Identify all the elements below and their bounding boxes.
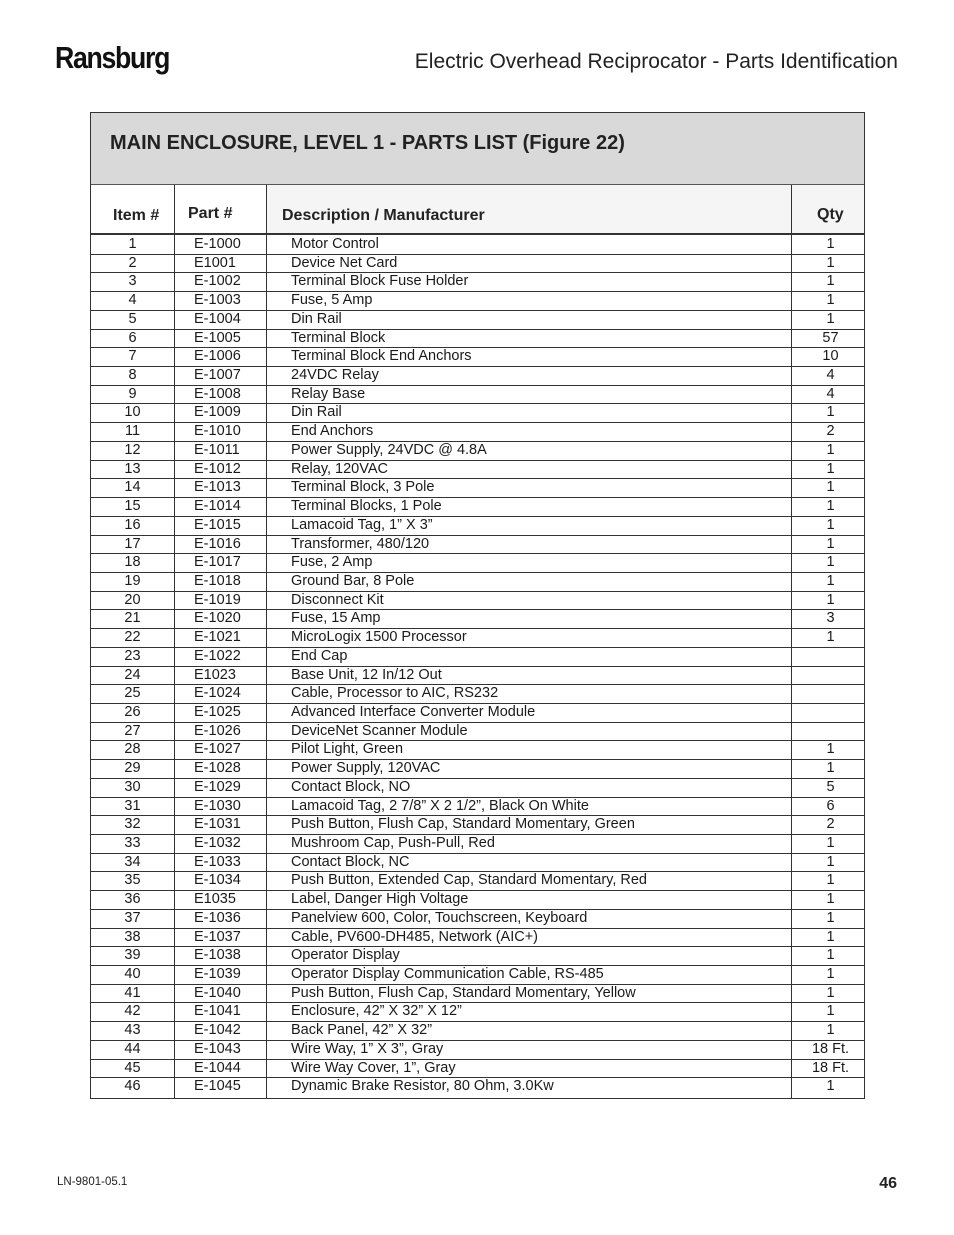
qty-cell: 1 xyxy=(826,479,835,496)
table-row xyxy=(91,255,864,274)
part-number-cell: E-1027 xyxy=(194,741,241,758)
description-cell: Operator Display Communication Cable, RS-485 xyxy=(291,966,604,983)
item-number-cell: 2 xyxy=(128,254,137,271)
table-row xyxy=(91,648,864,667)
item-number-cell: 13 xyxy=(124,460,141,477)
table-row xyxy=(91,929,864,948)
part-number-cell: E-1026 xyxy=(194,722,241,739)
table-row xyxy=(91,479,864,498)
table-row xyxy=(91,1041,864,1060)
item-number-cell: 38 xyxy=(124,928,141,945)
item-number-cell: 34 xyxy=(124,853,141,870)
description-cell: Din Rail xyxy=(291,310,342,327)
item-number-cell: 4 xyxy=(128,292,137,309)
description-cell: Wire Way, 1” X 3”, Gray xyxy=(291,1040,444,1057)
item-number-cell: 3 xyxy=(128,273,137,290)
table-body xyxy=(91,236,864,1097)
part-number-cell: E-1032 xyxy=(194,835,241,851)
item-number-cell: 36 xyxy=(124,891,141,908)
part-number-cell: E-1018 xyxy=(194,572,241,589)
item-number-cell: 25 xyxy=(124,685,141,702)
table-row xyxy=(91,517,864,536)
item-number-cell: 15 xyxy=(124,498,141,515)
part-number-cell: E-1033 xyxy=(194,853,241,870)
part-number-cell: E-1039 xyxy=(194,966,241,983)
item-number-cell: 31 xyxy=(124,797,141,814)
table-row xyxy=(91,367,864,386)
item-number-cell: 32 xyxy=(124,816,141,833)
qty-cell: 1 xyxy=(826,516,835,533)
table-row xyxy=(91,592,864,611)
description-cell: Relay Base xyxy=(291,385,366,402)
part-number-cell: E-1000 xyxy=(194,236,241,252)
qty-cell: 4 xyxy=(826,367,835,384)
description-cell: Push Button, Flush Cap, Standard Momentary, Yellow xyxy=(291,984,636,1001)
description-cell: DeviceNet Scanner Module xyxy=(291,722,468,739)
column-header-part: Part # xyxy=(188,205,233,222)
description-cell: Power Supply, 120VAC xyxy=(291,760,441,777)
item-number-cell: 21 xyxy=(124,610,141,627)
item-number-cell: 28 xyxy=(124,741,141,758)
table-row xyxy=(91,798,864,817)
part-number-cell: E-1010 xyxy=(194,423,241,440)
brand-logo: Ransburg xyxy=(55,40,170,75)
table-title-banner xyxy=(91,113,864,185)
qty-cell: 1 xyxy=(826,310,835,327)
description-cell: Cable, PV600-DH485, Network (AIC+) xyxy=(291,928,539,945)
qty-cell: 1 xyxy=(826,292,835,309)
qty-cell: 57 xyxy=(822,329,839,346)
part-number-cell: E-1020 xyxy=(194,610,241,627)
item-number-cell: 43 xyxy=(124,1022,141,1039)
part-number-cell: E-1045 xyxy=(194,1078,241,1095)
description-cell: Terminal Block Fuse Holder xyxy=(291,273,469,290)
description-cell: Operator Display xyxy=(291,947,400,964)
table-row xyxy=(91,947,864,966)
description-cell: Fuse, 2 Amp xyxy=(291,554,373,571)
qty-cell: 1 xyxy=(826,1022,835,1039)
part-number-cell: E-1011 xyxy=(194,441,240,458)
description-cell: Cable, Processor to AIC, RS232 xyxy=(291,685,499,702)
description-cell: Dynamic Brake Resistor, 80 Ohm, 3.0Kw xyxy=(291,1078,554,1095)
description-cell: Advanced Interface Converter Module xyxy=(291,703,536,720)
column-header-description: Description / Manufacturer xyxy=(282,207,485,224)
description-cell: Terminal Blocks, 1 Pole xyxy=(291,498,442,515)
table-row xyxy=(91,498,864,517)
item-number-cell: 29 xyxy=(124,760,141,777)
part-number-cell: E-1015 xyxy=(194,516,241,533)
part-number-cell: E-1022 xyxy=(194,647,241,664)
item-number-cell: 11 xyxy=(124,423,141,440)
table-row xyxy=(91,872,864,891)
parts-list-table xyxy=(90,112,865,1099)
description-cell: Label, Danger High Voltage xyxy=(291,891,469,908)
qty-cell: 1 xyxy=(826,236,835,252)
item-number-cell: 33 xyxy=(124,835,141,851)
description-cell: Din Rail xyxy=(291,404,342,421)
description-cell: Wire Way Cover, 1”, Gray xyxy=(291,1059,456,1076)
item-number-cell: 10 xyxy=(124,404,141,421)
part-number-cell: E-1014 xyxy=(194,498,241,515)
table-row xyxy=(91,330,864,349)
item-number-cell: 41 xyxy=(124,984,141,1001)
table-row xyxy=(91,1003,864,1022)
item-number-cell: 42 xyxy=(124,1003,141,1020)
table-row xyxy=(91,667,864,686)
table-row xyxy=(91,292,864,311)
description-cell: 24VDC Relay xyxy=(291,367,379,384)
part-number-cell: E-1036 xyxy=(194,909,241,926)
qty-cell: 1 xyxy=(826,254,835,271)
description-cell: Power Supply, 24VDC @ 4.8A xyxy=(291,441,487,458)
description-cell: Contact Block, NC xyxy=(291,853,410,870)
item-number-cell: 27 xyxy=(124,722,141,739)
part-number-cell: E-1040 xyxy=(194,984,241,1001)
table-row xyxy=(91,854,864,873)
description-cell: Device Net Card xyxy=(291,254,398,271)
item-number-cell: 23 xyxy=(124,647,141,664)
part-number-cell: E-1019 xyxy=(194,591,241,608)
qty-cell: 1 xyxy=(826,741,835,758)
description-cell: Push Button, Flush Cap, Standard Momentary, Green xyxy=(291,816,635,833)
qty-cell: 1 xyxy=(826,629,835,646)
item-number-cell: 37 xyxy=(124,909,141,926)
qty-cell: 1 xyxy=(826,891,835,908)
description-cell: Terminal Block End Anchors xyxy=(291,348,472,365)
qty-cell: 4 xyxy=(826,385,835,402)
qty-cell: 1 xyxy=(826,441,835,458)
qty-cell: 1 xyxy=(826,760,835,777)
table-row xyxy=(91,554,864,573)
table-row xyxy=(91,610,864,629)
part-number-cell: E-1012 xyxy=(194,460,241,477)
qty-cell: 18 Ft. xyxy=(811,1059,850,1076)
item-number-cell: 14 xyxy=(124,479,141,496)
page-number: 46 xyxy=(879,1175,897,1192)
part-number-cell: E1001 xyxy=(194,254,236,271)
qty-cell: 1 xyxy=(826,909,835,926)
item-number-cell: 39 xyxy=(124,947,141,964)
description-cell: Mushroom Cap, Push-Pull, Red xyxy=(291,835,495,851)
table-row xyxy=(91,386,864,405)
qty-cell: 2 xyxy=(826,816,835,833)
part-number-cell: E-1002 xyxy=(194,273,241,290)
item-number-cell: 1 xyxy=(128,236,137,252)
qty-cell: 1 xyxy=(826,1078,835,1095)
item-number-cell: 20 xyxy=(124,591,141,608)
qty-cell: 18 Ft. xyxy=(811,1040,850,1057)
qty-cell: 1 xyxy=(826,835,835,851)
item-number-cell: 35 xyxy=(124,872,141,889)
qty-cell: 1 xyxy=(826,535,835,552)
qty-cell: 1 xyxy=(826,928,835,945)
part-number-cell: E-1008 xyxy=(194,385,241,402)
part-number-cell: E-1037 xyxy=(194,928,241,945)
qty-cell: 3 xyxy=(826,610,835,627)
part-number-cell: E-1034 xyxy=(194,872,241,889)
part-number-cell: E-1009 xyxy=(194,404,241,421)
part-number-cell: E-1005 xyxy=(194,329,241,346)
description-cell: Pilot Light, Green xyxy=(291,741,404,758)
description-cell: Relay, 120VAC xyxy=(291,460,388,477)
item-number-cell: 22 xyxy=(124,629,141,646)
item-number-cell: 24 xyxy=(124,666,141,683)
table-row xyxy=(91,573,864,592)
item-number-cell: 19 xyxy=(124,572,141,589)
qty-cell: 1 xyxy=(826,591,835,608)
part-number-cell: E-1041 xyxy=(194,1003,241,1020)
description-cell: Terminal Block, 3 Pole xyxy=(291,479,435,496)
table-row xyxy=(91,760,864,779)
part-number-cell: E-1024 xyxy=(194,685,241,702)
item-number-cell: 16 xyxy=(124,516,141,533)
part-number-cell: E1023 xyxy=(194,666,236,683)
item-number-cell: 9 xyxy=(128,385,137,402)
column-header-item: Item # xyxy=(113,207,160,224)
qty-cell: 6 xyxy=(826,797,835,814)
part-number-cell: E-1003 xyxy=(194,292,241,309)
qty-cell: 1 xyxy=(826,572,835,589)
column-header-row xyxy=(91,185,864,235)
qty-cell: 10 xyxy=(822,348,839,365)
item-number-cell: 45 xyxy=(124,1059,141,1076)
item-number-cell: 44 xyxy=(124,1040,141,1057)
table-row xyxy=(91,536,864,555)
description-cell: Contact Block, NO xyxy=(291,778,411,795)
item-number-cell: 7 xyxy=(128,348,137,365)
part-number-cell: E-1043 xyxy=(194,1040,241,1057)
table-row xyxy=(91,236,864,255)
part-number-cell: E-1017 xyxy=(194,554,241,571)
description-cell: MicroLogix 1500 Processor xyxy=(291,629,467,646)
table-row xyxy=(91,966,864,985)
table-row xyxy=(91,273,864,292)
table-row xyxy=(91,685,864,704)
part-number-cell: E-1021 xyxy=(194,629,241,646)
qty-cell: 1 xyxy=(826,853,835,870)
table-row xyxy=(91,442,864,461)
description-cell: Terminal Block xyxy=(291,329,386,346)
table-row xyxy=(91,461,864,480)
document-number: LN-9801-05.1 xyxy=(57,1176,128,1188)
table-row xyxy=(91,423,864,442)
description-cell: Panelview 600, Color, Touchscreen, Keyboard xyxy=(291,909,588,926)
item-number-cell: 8 xyxy=(128,367,137,384)
table-row xyxy=(91,891,864,910)
item-number-cell: 26 xyxy=(124,703,141,720)
table-row xyxy=(91,704,864,723)
column-header-qty: Qty xyxy=(817,206,844,223)
description-cell: Motor Control xyxy=(291,236,379,252)
description-cell: Ground Bar, 8 Pole xyxy=(291,572,415,589)
item-number-cell: 5 xyxy=(128,310,137,327)
table-row xyxy=(91,1022,864,1041)
table-row xyxy=(91,985,864,1004)
part-number-cell: E-1025 xyxy=(194,703,241,720)
item-number-cell: 18 xyxy=(124,554,141,571)
table-row xyxy=(91,816,864,835)
table-row xyxy=(91,311,864,330)
qty-cell: 2 xyxy=(826,423,835,440)
qty-cell: 1 xyxy=(826,1003,835,1020)
table-row xyxy=(91,779,864,798)
part-number-cell: E-1007 xyxy=(194,367,241,384)
part-number-cell: E-1016 xyxy=(194,535,241,552)
table-row xyxy=(91,835,864,854)
table-row xyxy=(91,723,864,742)
item-number-cell: 46 xyxy=(124,1078,141,1095)
part-number-cell: E-1031 xyxy=(194,816,241,833)
description-cell: Disconnect Kit xyxy=(291,591,384,608)
table-row xyxy=(91,348,864,367)
part-number-cell: E-1038 xyxy=(194,947,241,964)
qty-cell: 1 xyxy=(826,498,835,515)
description-cell: Enclosure, 42” X 32” X 12” xyxy=(291,1003,462,1020)
part-number-cell: E-1004 xyxy=(194,310,241,327)
description-cell: Fuse, 15 Amp xyxy=(291,610,381,627)
item-number-cell: 30 xyxy=(124,778,141,795)
table-row xyxy=(91,404,864,423)
qty-cell: 1 xyxy=(826,554,835,571)
description-cell: Lamacoid Tag, 2 7/8” X 2 1/2”, Black On White xyxy=(291,797,589,814)
item-number-cell: 40 xyxy=(124,966,141,983)
description-cell: Base Unit, 12 In/12 Out xyxy=(291,666,442,683)
description-cell: Lamacoid Tag, 1” X 3” xyxy=(291,516,433,533)
qty-cell: 5 xyxy=(826,778,835,795)
table-row xyxy=(91,1060,864,1079)
part-number-cell: E1035 xyxy=(194,891,236,908)
part-number-cell: E-1006 xyxy=(194,348,241,365)
qty-cell: 1 xyxy=(826,404,835,421)
qty-cell: 1 xyxy=(826,966,835,983)
part-number-cell: E-1044 xyxy=(194,1059,241,1076)
part-number-cell: E-1029 xyxy=(194,778,241,795)
part-number-cell: E-1030 xyxy=(194,797,241,814)
description-cell: Push Button, Extended Cap, Standard Momentary, Red xyxy=(291,872,647,889)
qty-cell: 1 xyxy=(826,947,835,964)
item-number-cell: 12 xyxy=(124,441,141,458)
table-title: MAIN ENCLOSURE, LEVEL 1 - PARTS LIST (Figure 22) xyxy=(110,132,625,154)
table-row xyxy=(91,910,864,929)
table-row xyxy=(91,1078,864,1097)
table-row xyxy=(91,629,864,648)
qty-cell: 1 xyxy=(826,460,835,477)
description-cell: End Anchors xyxy=(291,423,374,440)
description-cell: Fuse, 5 Amp xyxy=(291,292,373,309)
part-number-cell: E-1042 xyxy=(194,1022,241,1039)
qty-cell: 1 xyxy=(826,984,835,1001)
table-row xyxy=(91,741,864,760)
part-number-cell: E-1013 xyxy=(194,479,241,496)
item-number-cell: 6 xyxy=(128,329,137,346)
qty-cell: 1 xyxy=(826,273,835,290)
item-number-cell: 17 xyxy=(124,535,141,552)
page-header-title: Electric Overhead Reciprocator - Parts Identification xyxy=(414,50,898,73)
description-cell: Transformer, 480/120 xyxy=(291,535,430,552)
description-cell: End Cap xyxy=(291,647,348,664)
description-cell: Back Panel, 42” X 32” xyxy=(291,1022,433,1039)
qty-cell: 1 xyxy=(826,872,835,889)
part-number-cell: E-1028 xyxy=(194,760,241,777)
